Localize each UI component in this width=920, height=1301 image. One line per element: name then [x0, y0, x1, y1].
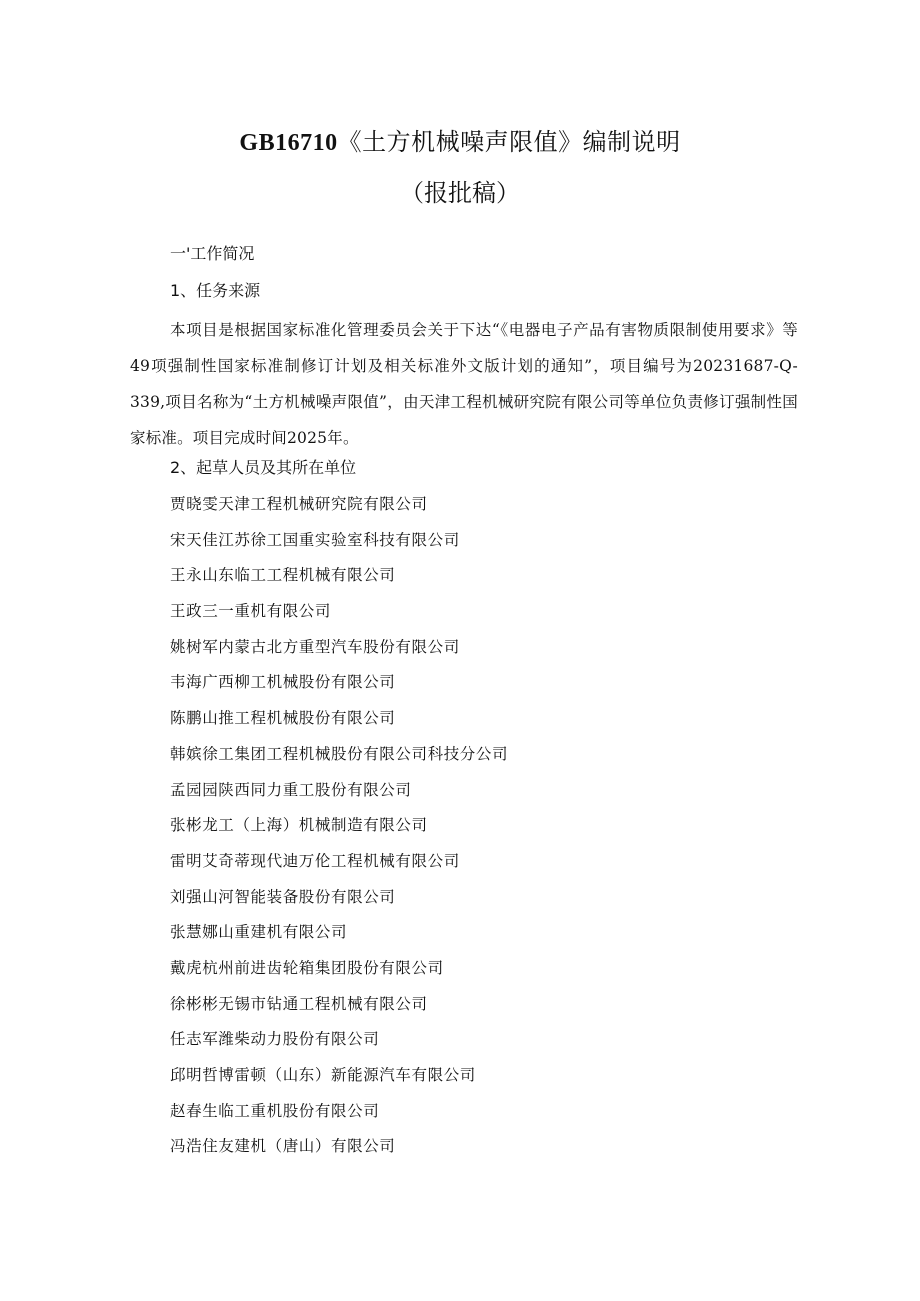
list-item: 张慧娜山重建机有限公司 [170, 923, 348, 942]
list-item: 冯浩住友建机（唐山）有限公司 [170, 1137, 396, 1156]
list-item: 戴虎杭州前进齿轮箱集团股份有限公司 [170, 958, 444, 977]
document-subtitle: （报批稿） [400, 179, 520, 207]
list-item: 刘强山河智能装备股份有限公司 [170, 887, 396, 906]
list-item: 韦海广西柳工机械股份有限公司 [170, 673, 396, 692]
subsection-heading-drafters: 2、起草人员及其所在单位 [170, 458, 357, 477]
list-item: 王政三一重机有限公司 [170, 602, 332, 621]
list-item: 宋天佳江苏徐工国重实验室科技有限公司 [170, 530, 460, 549]
list-item: 王永山东临工工程机械有限公司 [170, 566, 396, 585]
list-item: 徐彬彬无锡市钻通工程机械有限公司 [170, 994, 428, 1013]
list-item: 张彬龙工（上海）机械制造有限公司 [170, 816, 428, 835]
list-item: 姚树军内蒙古北方重型汽车股份有限公司 [170, 637, 460, 656]
drafters-list [170, 489, 508, 1167]
list-item: 雷明艾奇蒂现代迪万伦工程机械有限公司 [170, 851, 460, 870]
document-title [0, 126, 920, 159]
list-item: 赵春生临工重机股份有限公司 [170, 1101, 380, 1120]
list-item: 任志军潍柴动力股份有限公司 [170, 1030, 380, 1049]
title-standard-code: GB16710 [239, 130, 338, 156]
section-heading-work-overview: 一'工作简况 [170, 244, 255, 263]
subsection-heading-task-source: 1、任务来源 [170, 281, 261, 300]
list-item: 邱明哲博雷顿（山东）新能源汽车有限公司 [170, 1066, 476, 1084]
list-item: 孟园园陕西同力重工股份有限公司 [170, 780, 412, 799]
title-text: 《土方机械噪声限值》编制说明 [337, 128, 681, 156]
list-item: 贾晓雯天津工程机械研究院有限公司 [170, 495, 428, 513]
list-item: 陈鹏山推工程机械股份有限公司 [170, 709, 396, 728]
task-source-paragraph: 本项目是根据国家标准化管理委员会关于下达“《电器电子产品有害物质限制使用要求》等49项强制性国家标准制修订计划及相关标准外文版计划的通知”，项目编号为20231687-Q-339,项目名称为“土方机械噪声限值”，由天津工程机械研究院有限公司等单位负责修订强制性国家标准。项目完成时间2025年。 [130, 321, 798, 447]
list-item: 韩嫔徐工集团工程机械股份有限公司科技分公司 [170, 744, 509, 763]
